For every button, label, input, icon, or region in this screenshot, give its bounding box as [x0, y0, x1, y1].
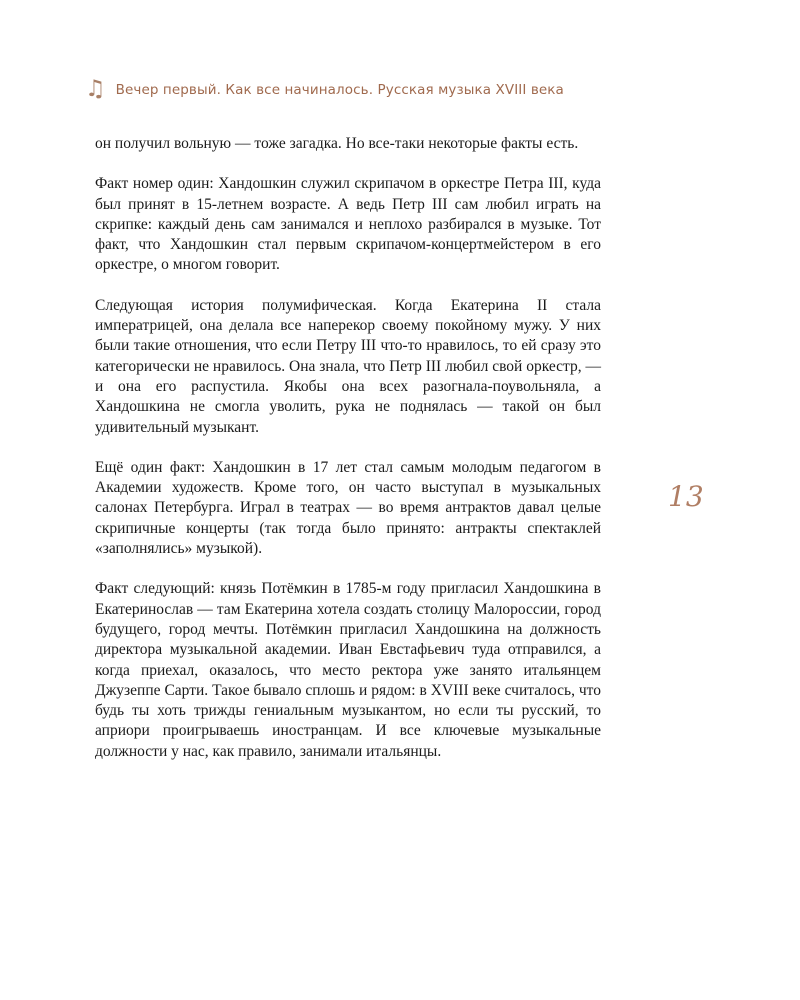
page-number: 13: [668, 480, 704, 513]
paragraph: он получил вольную — тоже загадка. Но все-таки некоторые факты есть.: [95, 135, 579, 152]
running-header: [85, 78, 564, 101]
body-text: [95, 134, 601, 782]
chapter-title: Вечер первый. Как все начиналось. Русская музыка XVIII века: [115, 81, 564, 98]
paragraph: Факт номер один: Хандошкин служил скрипачом в оркестре Петра III, куда был принят в 15-летнем возрасте. А ведь Петр III сам любил играть на скрипке: каждый день сам занимался и неплохо разбирался в музыке. Тот факт, что Хандошкин стал первым скрипачом-концертмейстером в его оркестре, о многом говорит.: [95, 175, 601, 274]
music-note-icon: ♫: [85, 76, 106, 102]
paragraph: Факт следующий: князь Потёмкин в 1785-м году пригласил Хандошкина в Екатеринослав — там Екатерина хотела создать столицу Малороссии, город будущего, город мечты. Потёмкин пригласил Хандошкина на должность директора музыкальной академии. Иван Евстафьевич туда отправился, а когда приехал, оказалось, что место ректора уже занято итальянцем Джузеппе Сарти. Такое бывало сплошь и рядом: в XVIII веке считалось, что будь ты хоть трижды гениальным музыкантом, но если ты русский, то априори проигрываешь иностранцам. И все ключевые музыкальные должности у нас, как правило, занимали итальянцы.: [95, 580, 601, 760]
paragraph: Ещё один факт: Хандошкин в 17 лет стал самым молодым педагогом в Академии художеств. Кроме того, он часто выступал в музыкальных салонах Петербурга. Играл в театрах — во время антрактов давал целые скрипичные концерты (так тогда было принято: антракты спектаклей «заполнялись» музыкой).: [95, 458, 601, 558]
paragraph: Следующая история полумифическая. Когда Екатерина II стала императрицей, она делала все наперекор своему покойному мужу. У них были такие отношения, что если Петру III что-то нравилось, то ей сразу это категорически не нравилось. Она знала, что Петр III любил свой оркестр, — и она его распустила. Якобы она всех разогнала-поувольняла, а Хандошкина не смогла уволить, рука не поднялась — такой он был удивительный музыкант.: [95, 296, 601, 436]
